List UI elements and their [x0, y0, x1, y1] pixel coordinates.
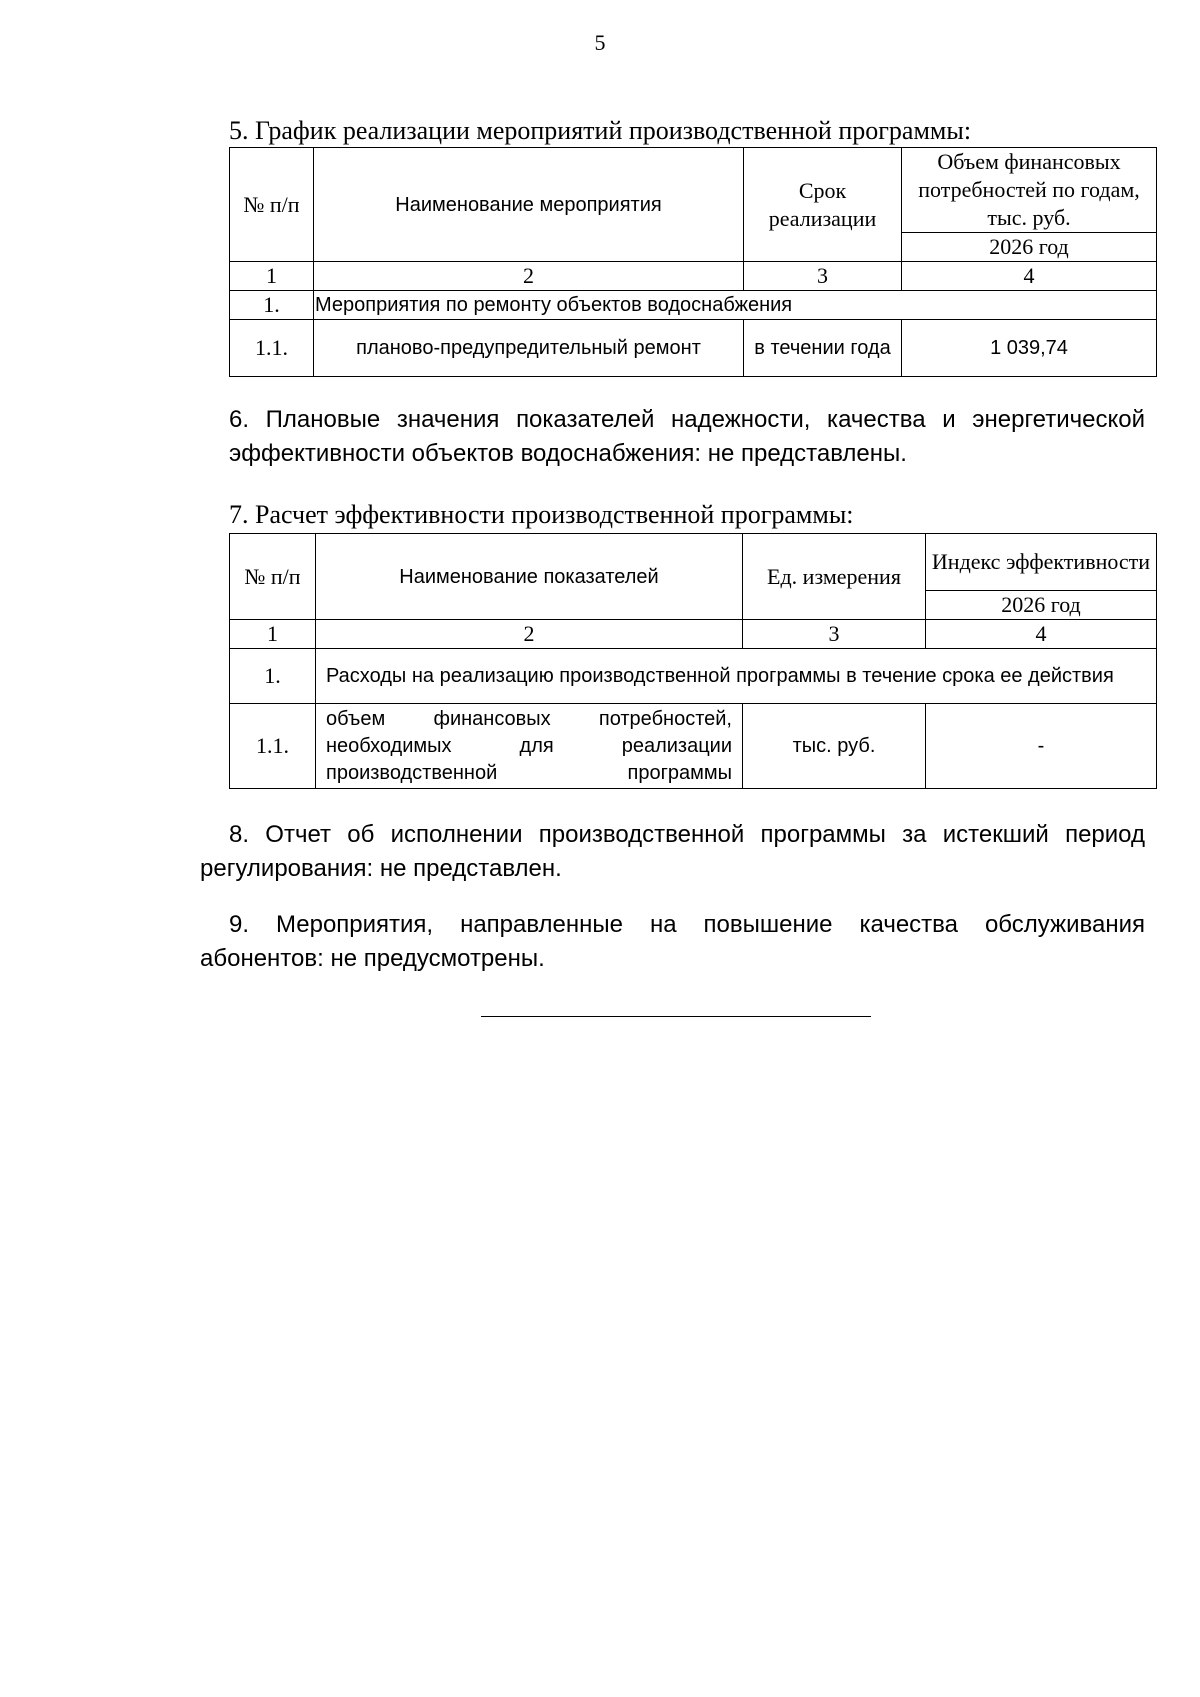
- header-num: № п/п: [230, 148, 314, 262]
- group-name: Мероприятия по ремонту объектов водоснабжения: [314, 291, 1157, 320]
- row-term: в течении года: [744, 320, 902, 377]
- column-number: 3: [744, 262, 902, 291]
- end-divider: [481, 1016, 871, 1017]
- section-6-text: 6. Плановые значения показателей надежности, качества и энергетической эффективности объектов водоснабжения: не представлены.: [229, 406, 1145, 467]
- implementation-schedule-table: [229, 147, 1157, 377]
- header-event-name: Наименование мероприятия: [314, 148, 744, 262]
- section-7-heading: 7. Расчет эффективности производственной программы:: [229, 500, 854, 529]
- section-5-heading: 5. График реализации мероприятий производственной программы:: [229, 116, 972, 145]
- column-number: 1: [230, 620, 316, 649]
- header-financial-volume: Объем финансовых потребностей по годам, тыс. руб.: [902, 148, 1157, 233]
- row-event-name: планово-предупредительный ремонт: [314, 320, 744, 377]
- row-value: 1 039,74: [902, 320, 1157, 377]
- row-indicator-name: объем финансовых потребностей, необходимых для реализации производственной программы: [316, 704, 743, 789]
- header-num: № п/п: [230, 534, 316, 620]
- group-num: 1.: [230, 649, 316, 704]
- column-number: 2: [316, 620, 743, 649]
- row-value: -: [926, 704, 1157, 789]
- section-8-text: 8. Отчет об исполнении производственной программы за истекший период регулирования: не представлен.: [200, 821, 1145, 882]
- efficiency-table: [229, 533, 1157, 789]
- section-9-text: 9. Мероприятия, направленные на повышение качества обслуживания абонентов: не предусмотрены.: [200, 911, 1145, 972]
- row-num: 1.1.: [230, 320, 314, 377]
- column-number: 3: [743, 620, 926, 649]
- header-efficiency-index: Индекс эффективности: [926, 534, 1157, 591]
- header-unit: Ед. измерения: [743, 534, 926, 620]
- column-number: 1: [230, 262, 314, 291]
- column-number: 4: [926, 620, 1157, 649]
- column-number: 2: [314, 262, 744, 291]
- row-num: 1.1.: [230, 704, 316, 789]
- group-name: Расходы на реализацию производственной программы в течение срока ее действия: [316, 649, 1157, 704]
- row-unit: тыс. руб.: [743, 704, 926, 789]
- header-indicator-name: Наименование показателей: [316, 534, 743, 620]
- column-number: 4: [902, 262, 1157, 291]
- header-term: Срок реализации: [744, 148, 902, 262]
- page-number: 5: [594, 30, 606, 55]
- header-year: 2026 год: [926, 591, 1157, 620]
- header-year: 2026 год: [902, 233, 1157, 262]
- group-num: 1.: [230, 291, 314, 320]
